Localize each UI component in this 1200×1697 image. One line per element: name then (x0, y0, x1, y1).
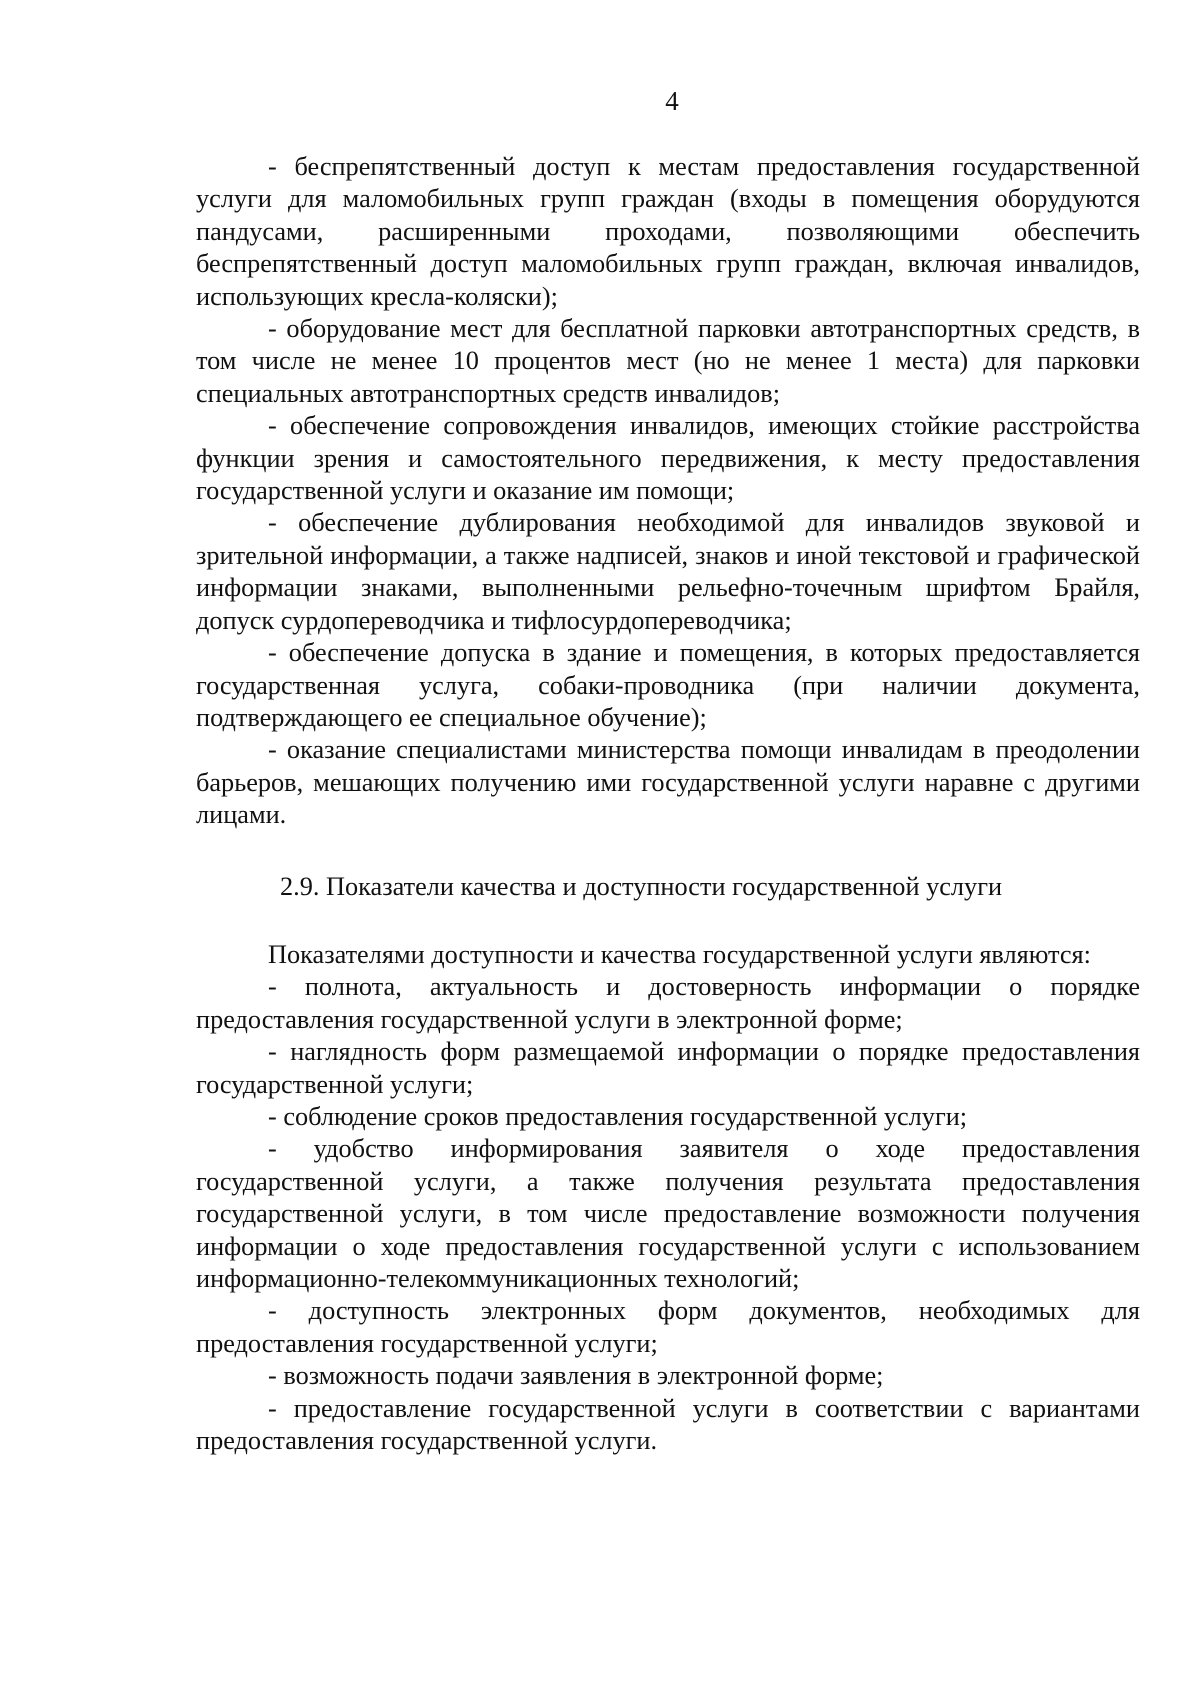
paragraph-duplication: - обеспечение дублирования необходимой для инвалидов звуковой и зрительной информации, а также надписей, знаков и иной текстовой и графической информации знаками, выполненными рельефно-точечным шрифтом Брайля, допуск сурдопереводчика и тифлосурдопереводчика; (196, 508, 1140, 635)
document-body (196, 151, 1140, 1457)
page-number: 4 (665, 86, 679, 116)
paragraph-visual-forms: - наглядность форм размещаемой информации о порядке предоставления государственной услуги; (196, 1037, 1140, 1099)
paragraph-electronic-application: - возможность подачи заявления в электронной форме; (268, 1361, 884, 1391)
paragraph-electronic-forms: - доступность электронных форм документов, необходимых для предоставления государственной услуги; (196, 1296, 1140, 1358)
paragraph-escort: - обеспечение сопровождения инвалидов, имеющих стойкие расстройства функции зрения и самостоятельного передвижения, к месту предоставления государственной услуги и оказание им помощи; (196, 411, 1140, 506)
paragraph-indicators-intro: Показателями доступности и качества государственной услуги являются: (268, 939, 1091, 969)
paragraph-deadlines: - соблюдение сроков предоставления государственной услуги; (268, 1101, 968, 1131)
paragraph-assistance: - оказание специалистами министерства помощи инвалидам в преодолении барьеров, мешающих получению ими государственной услуги наравне с другими лицами. (196, 735, 1140, 830)
paragraph-guide-dog: - обеспечение допуска в здание и помещения, в которых предоставляется государственная услуга, собаки-проводника (при наличии документа, подтверждающего ее специальное обучение); (196, 638, 1140, 732)
paragraph-accessible-entrance: - беспрепятственный доступ к местам предоставления государственной услуги для маломобильных групп граждан (входы в помещения оборудуются пандусами, расширенными проходами, позволяющими обеспечить беспрепятственный доступ маломобильных групп граждан, включая инвалидов, использующих кресла-коляски); (196, 152, 1140, 311)
paragraph-information-completeness: - полнота, актуальность и достоверность информации о порядке предоставления государственной услуги в электронной форме; (196, 972, 1140, 1034)
paragraph-service-variants: - предоставление государственной услуги в соответствии с вариантами предоставления государственной услуги. (196, 1393, 1140, 1456)
paragraph-informing: - удобство информирования заявителя о ходе предоставления государственной услуги, а также получения результата предоставления государственной услуги, в том числе предоставление возможности получения информации о ходе предоставления государственной услуги с использованием информационно-телекоммуникационных технологий; (196, 1134, 1140, 1293)
section-heading: 2.9. Показатели качества и доступности государственной услуги (280, 871, 1003, 901)
paragraph-parking: - оборудование мест для бесплатной парковки автотранспортных средств, в том числе не менее 10 процентов мест (но не менее 1 места) для парковки специальных автотранспортных средств инвалидов; (196, 314, 1140, 408)
